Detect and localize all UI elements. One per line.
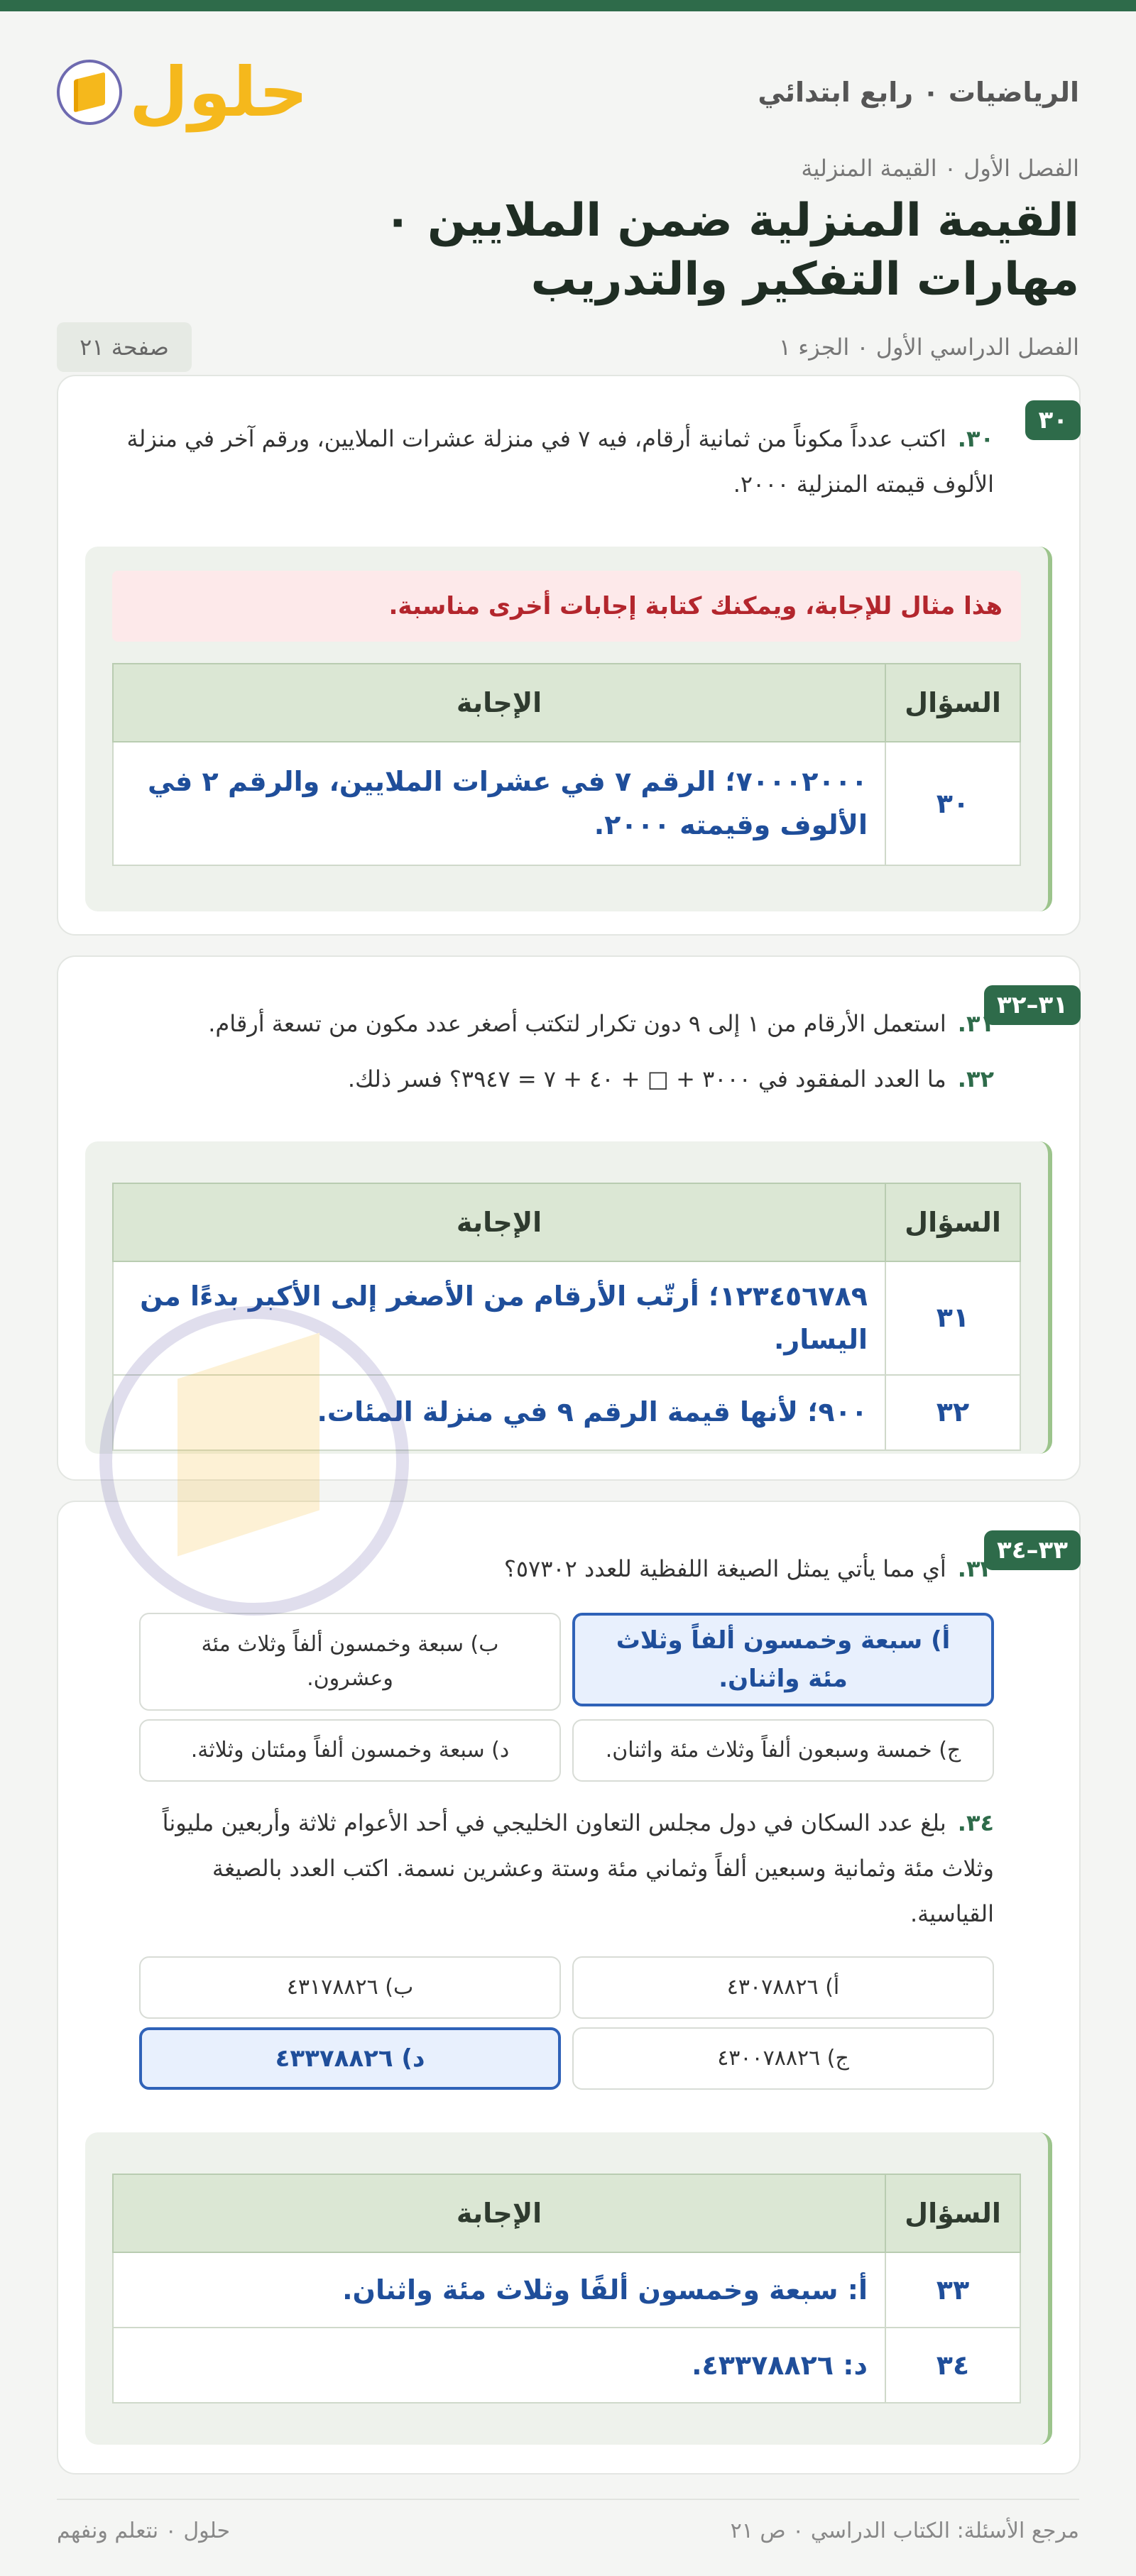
q34-option-a[interactable]: أ) ٤٣٠٧٨٨٢٦ <box>572 1956 994 2019</box>
row-answer: ٩٠٠؛ لأنها قيمة الرقم ٩ في منزلة المئات. <box>113 1375 885 1450</box>
question-badge: ٣٠ <box>1025 400 1081 440</box>
q34-option-c[interactable]: ج) ٤٣٠٠٧٨٨٢٦ <box>572 2027 994 2090</box>
footer-source: مرجع الأسئلة: الكتاب الدراسي ٠ ص ٢١ <box>730 2519 1079 2543</box>
question-card-30 <box>57 375 1081 936</box>
footer-brand: حلول ٠ نتعلم ونفهم <box>57 2519 231 2543</box>
course-label: الرياضيات ٠ رابع ابتدائي <box>758 77 1079 108</box>
answer-table <box>112 1183 1021 1451</box>
question-card-31-32 <box>57 955 1081 1481</box>
row-answer: د: ٤٣٣٧٨٨٢٦. <box>113 2328 885 2403</box>
logo-text: حلول <box>129 53 308 132</box>
column-header-answer: الإجابة <box>113 1183 885 1261</box>
table-header-row <box>113 2174 1020 2252</box>
column-header-question: السؤال <box>885 664 1020 742</box>
q34-option-b[interactable]: ب) ٤٣١٧٨٨٢٦ <box>139 1956 561 2019</box>
answer-note: هذا مثال للإجابة، ويمكنك كتابة إجابات أخرى مناسبة. <box>112 571 1021 642</box>
question-card-33-34 <box>57 1501 1081 2474</box>
table-row <box>113 2252 1020 2328</box>
row-answer: ١٢٣٤٥٦٧٨٩؛ أرتّب الأرقام من الأصغر إلى الأكبر بدءًا من اليسار. <box>113 1261 885 1375</box>
question-badge: ٣١–٣٢ <box>984 985 1081 1025</box>
q33-option-a[interactable]: أ) سبعة وخمسون ألفاً وثلاث مئة واثنان. <box>572 1613 994 1706</box>
answer-table <box>112 663 1021 866</box>
column-header-question: السؤال <box>885 1183 1020 1261</box>
page-number-badge: صفحة ٢١ <box>57 322 192 372</box>
table-header-row <box>113 1183 1020 1261</box>
row-answer: ٧٠٠٠٢٠٠٠؛ الرقم ٧ في عشرات الملايين، والرقم ٢ في الألوف وقيمته ٢٠٠٠. <box>113 742 885 865</box>
row-number: ٣١ <box>885 1261 1020 1375</box>
term-label: الفصل الدراسي الأول ٠ الجزء ١ <box>778 334 1079 361</box>
answer-box <box>85 547 1052 911</box>
table-row <box>113 742 1020 865</box>
hulul-logo[interactable] <box>57 53 308 132</box>
top-accent-bar <box>0 0 1136 11</box>
q33-option-d[interactable]: د) سبعة وخمسون ألفاً ومئتان وثلاثة. <box>139 1719 561 1782</box>
column-header-answer: الإجابة <box>113 664 885 742</box>
question-number: ٣٠. <box>957 425 994 452</box>
table-row <box>113 2328 1020 2403</box>
answer-box <box>85 2132 1052 2445</box>
question-badge: ٣٣–٣٤ <box>984 1530 1081 1570</box>
q34-option-d[interactable]: د) ٤٣٣٧٨٨٢٦ <box>139 2027 561 2090</box>
footer-divider <box>57 2499 1079 2500</box>
row-number: ٣٤ <box>885 2328 1020 2403</box>
page-header <box>57 50 1079 135</box>
column-header-answer: الإجابة <box>113 2174 885 2252</box>
page-title: القيمة المنزلية ضمن الملايين ٠ مهارات التفكير والتدريب <box>383 194 1079 307</box>
q33-option-b[interactable]: ب) سبعة وخمسون ألفاً وثلاث مئة وعشرون. <box>139 1613 561 1711</box>
table-row <box>113 1261 1020 1375</box>
logo-book-icon <box>57 60 122 125</box>
row-number: ٣٠ <box>885 742 1020 865</box>
row-number: ٣٢ <box>885 1375 1020 1450</box>
table-row <box>113 1375 1020 1450</box>
chapter-label: الفصل الأول ٠ القيمة المنزلية <box>801 155 1079 182</box>
q33-option-c[interactable]: ج) خمسة وسبعون ألفاً وثلاث مئة واثنان. <box>572 1719 994 1782</box>
question-text-34: ٣٤.بلغ عدد السكان في دول مجلس التعاون الخليجي في أحد الأعوام ثلاثة وأربعين مليوناً وثلاث مئة وثمانية وسبعين ألفاً وثماني مئة وستة وعشرين نسمة. اكتب العدد بالصيغة القياسية. <box>162 1809 994 1927</box>
column-header-question: السؤال <box>885 2174 1020 2252</box>
question-text-31: ٣١.استعمل الأرقام من ١ إلى ٩ دون تكرار لتكتب أصغر عدد مكون من تسعة أرقام. <box>208 1010 994 1037</box>
row-answer: أ: سبعة وخمسون ألفًا وثلاث مئة واثنان. <box>113 2252 885 2328</box>
answer-table <box>112 2174 1021 2404</box>
question-text: ٣٠.اكتب عدداً مكوناً من ثمانية أرقام، فيه ٧ في منزلة عشرات الملايين، ورقم آخر في منزلة الألوف قيمته المنزلية ٢٠٠٠. <box>126 425 994 498</box>
answer-box <box>85 1141 1052 1454</box>
question-text-32: ٣٢.ما العدد المفقود في ٣٠٠٠ + □ + ٤٠ + ٧ = ٣٩٤٧؟ فسر ذلك. <box>347 1065 994 1092</box>
row-number: ٣٣ <box>885 2252 1020 2328</box>
table-header-row <box>113 664 1020 742</box>
question-text-33: ٣٣.أي مما يأتي يمثل الصيغة اللفظية للعدد ٥٧٣٠٢؟ <box>503 1555 994 1582</box>
